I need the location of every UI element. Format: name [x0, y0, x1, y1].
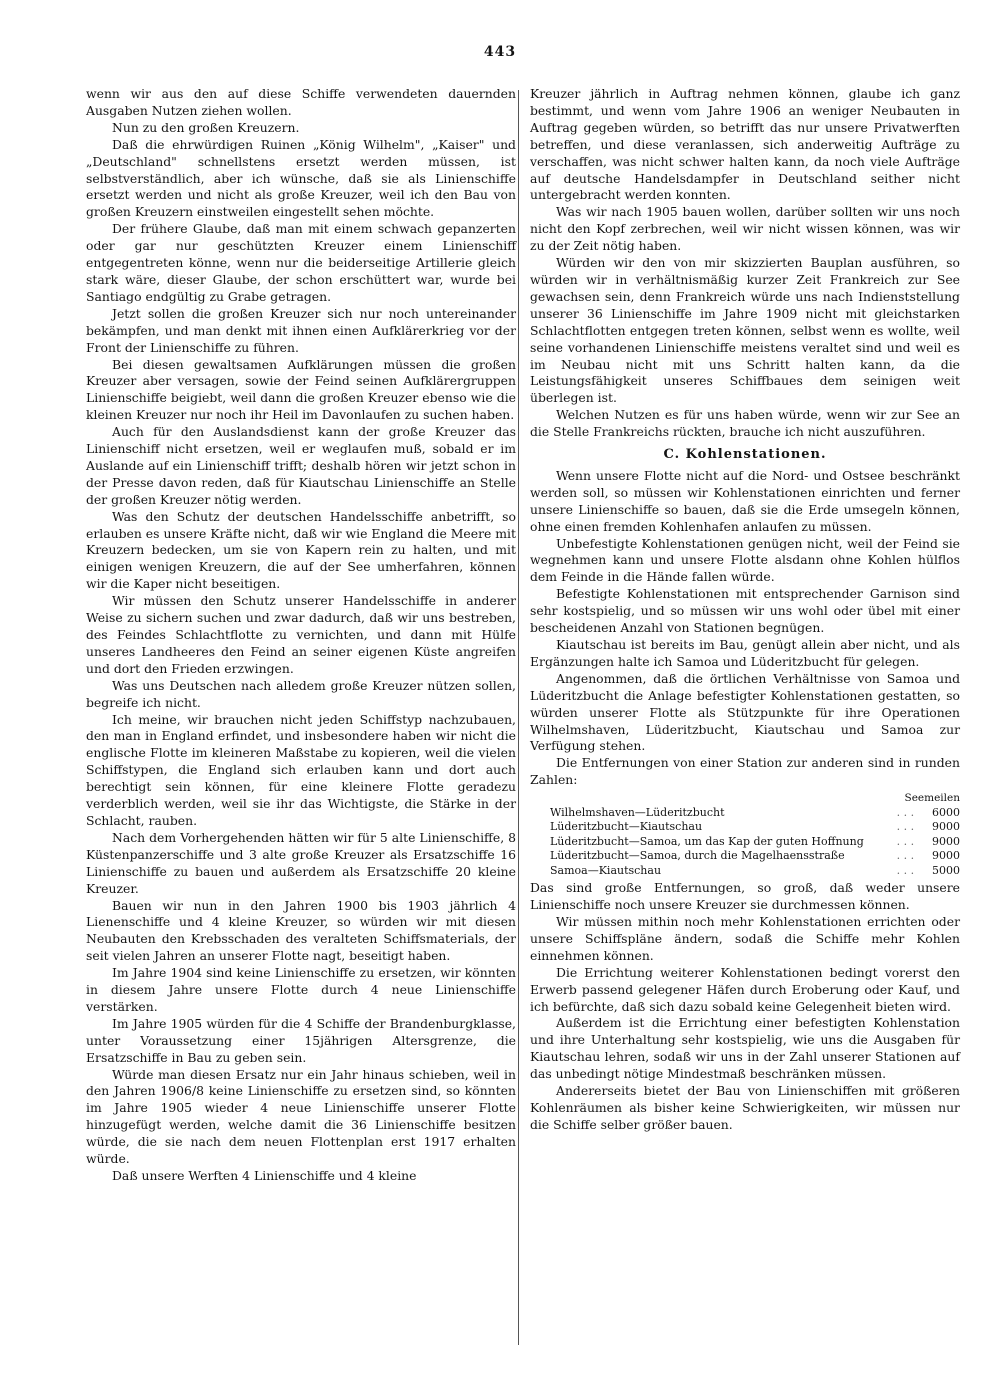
paragraph: Befestigte Kohlenstationen mit entsprechender Garnison sind sehr kostspielig, und so müssen wir uns wohl oder übel mit einer bescheidenen Anzahl von Stationen begnügen. [530, 586, 960, 636]
right-column-top [530, 86, 960, 441]
leader-dots: . . . [896, 849, 915, 863]
distance-miles: 9000 [932, 849, 960, 863]
paragraph: Wenn unsere Flotte nicht auf die Nord- und Ostsee beschränkt werden soll, so müssen wir Kohlenstationen einrichten und ferner unsere Linienschiffe so bauen, daß sie die Erde umsegeln können, ohne einen fremden Kohlenhafen anlaufen zu müssen. [530, 467, 960, 534]
paragraph: Unbefestigte Kohlenstationen genügen nicht, weil der Feind sie wegnehmen kann und unsere Flotte alsdann ohne Kohlen hülflos dem Feinde in die Hände fallen würde. [530, 535, 960, 585]
distance-route: Samoa—Kiautschau [550, 863, 662, 877]
distance-miles: 9000 [932, 834, 960, 848]
distance-miles: 6000 [932, 805, 960, 819]
paragraph: Auch für den Auslandsdienst kann der große Kreuzer das Linienschiff nicht ersetzen, weil er weglaufen muß, sobald er im Auslande auf ein Linienschiff trifft; deshalb hören wir jetzt schon in der Presse davon reden, daß für Kiautschau Linienschiffe an Stelle der großen Kreuzer nötig werden. [86, 424, 516, 507]
paragraph: Die Errichtung weiterer Kohlenstationen bedingt vorerst den Erwerb passend gelegener Häfen durch Eroberung oder Kauf, und ich befürchte, daß sich dazu sobald keine Gelegenheit bieten wird. [530, 964, 960, 1014]
paragraph: Nun zu den großen Kreuzern. [112, 119, 300, 135]
distance-route: Wilhelmshaven—Lüderitzbucht [550, 805, 725, 819]
paragraph: Was den Schutz der deutschen Handelsschiffe anbetrifft, so erlauben es unsere Kräfte nicht, daß wir wie England die Meere mit Kreuzern bedecken, um sie von Kapern rein zu halten, und mit einigen wenigen Kreuzern, die auf der See umherfahren, können wir die Kaper nicht beseitigen. [86, 508, 516, 592]
distance-row [550, 835, 960, 850]
distance-table [550, 791, 960, 878]
paragraph: Bei diesen gewaltsamen Aufklärungen müssen die großen Kreuzer aber versagen, sowie der Feind seinen Aufklärergruppen Linienschiffe beigiebt, weil dann die großen Kreuzer ebenso wie die kleinen Kreuzer nur noch ihr Heil im Davonlaufen zu suchen haben. [86, 356, 516, 423]
distance-unit-header: Seemeilen [904, 792, 960, 805]
distance-table-header [550, 791, 960, 806]
leader-dots: . . . [896, 820, 915, 834]
distance-route: Lüderitzbucht—Samoa, durch die Magelhaensstraße [550, 849, 845, 863]
distance-row [550, 849, 960, 864]
paragraph: Im Jahre 1905 würden für die 4 Schiffe der Brandenburgklasse, unter Voraussetzung einer 15jährigen Altersgrenze, die Ersatzschiffe in Bau zu geben sein. [86, 1015, 516, 1065]
section-heading: C. Kohlenstationen. [663, 447, 827, 463]
paragraph: Andererseits bietet der Bau von Linienschiffen mit größeren Kohlenräumen als bisher keine Schwierigkeiten, wir müssen nur die Schiffe selber größer bauen. [530, 1083, 960, 1132]
distance-row [550, 820, 960, 835]
leader-dots: . . . [896, 805, 915, 819]
distance-rows [550, 806, 960, 879]
right-column-bottom [530, 880, 960, 1134]
paragraph: Außerdem ist die Errichtung einer befestigten Kohlenstation und ihre Unterhaltung sehr kostspielig, wie uns die Ausgaben für Kiautschau lehren, sodaß wir uns in der Zahl unserer Stationen auf das unbedingt nötige Mindestmaß beschränken müssen. [530, 1015, 960, 1082]
paragraph: Nach dem Vorhergehenden hätten wir für 5 alte Linienschiffe, 8 Küstenpanzerschiffe und 3 alte große Kreuzer als Ersatzschiffe 16 Linienschiffe zu bauen und außerdem als Ersatzschiffe 20 kleine Kreuzer. [86, 829, 516, 896]
paragraph: Im Jahre 1904 sind keine Linienschiffe zu ersetzen, wir könnten in diesem Jahre unsere Flotte durch 4 neue Linienschiffe verstärken. [86, 965, 516, 1014]
paragraph: Bauen wir nun in den Jahren 1900 bis 1903 jährlich 4 Lienenschiffe und 4 kleine Kreuzer, so würden wir mit diesen Neubauten den Krebsschaden des veralteten Schiffsmaterials, der seit vielen Jahren an unserer Flotte nagt, beseitigt haben. [86, 897, 516, 964]
paragraph: Kreuzer jährlich in Auftrag nehmen können, glaube ich ganz bestimmt, und wenn vom Jahre 1906 an weniger Neubauten in Auftrag gegeben würden, so betrifft das nur unsere Privatwerften betreffen, und diese veranlassen, sich anderweitig Aufträge zu verschaffen, was nicht schwer halten kann, da noch viele Aufträge auf deutsche Handelsdampfer in Deutschland seither nicht untergebracht werden konnten. [530, 86, 960, 203]
right-column [530, 86, 960, 1134]
paragraph: Welchen Nutzen es für uns haben würde, wenn wir zur See an die Stelle Frankreichs rückten, brauche ich nicht auszuführen. [530, 407, 960, 440]
distance-miles: 5000 [932, 863, 960, 877]
paragraph: Würden wir den von mir skizzierten Bauplan ausführen, so würden wir in verhältnismäßig kurzer Zeit Frankreich zur See gewachsen sein, denn Frankreich würde uns nach Indienststellung unserer 36 Linienschiffe im Jahre 1909 nicht mit gleichstarken Schlachtflotten entgegen treten können, selbst wenn es wollte, weil seine vorhandenen Linienschiffe meistens veraltet sind und weil es im Neubau nicht mit uns Schritt halten kann, da die Leistungsfähigkeit unseres Schiffbaues dem seinigen weit überlegen ist. [530, 255, 960, 406]
paragraph: Was uns Deutschen nach alledem große Kreuzer nützen sollen, begreife ich nicht. [86, 677, 516, 710]
right-column-mid [530, 468, 960, 789]
paragraph: Daß unsere Werften 4 Linienschiffe und 4 kleine [112, 1168, 417, 1183]
leader-dots: . . . [896, 863, 915, 877]
paragraph: Der frühere Glaube, daß man mit einem schwach gepanzerten oder gar nur geschützten Kreuzer einem Linienschiff entgegentreten könne, wenn nur die beiderseitige Artillerie gleich stark wäre, dieser Glaube, der schon erschüttert war, wurde bei Santiago endgültig zu Grabe getragen. [86, 221, 516, 304]
paragraph: Daß die ehrwürdigen Ruinen „König Wilhelm", „Kaiser" und „Deutschland" schnellstens ersetzt werden müssen, ist selbstverständlich, aber ich wünsche, daß sie als Linienschiffe ersetzt werden und nicht als große Kreuzer, weil ich den Bau von großen Kreuzern einstweilen eingestellt sehen möchte. [86, 136, 516, 220]
left-column [86, 86, 516, 1185]
page-number: 443 [483, 44, 517, 60]
paragraph: Was wir nach 1905 bauen wollen, darüber sollten wir uns noch nicht den Kopf zerbrechen, weil wir nicht wissen können, was wir zu der Zeit nötig haben. [530, 204, 960, 254]
distance-miles: 9000 [932, 820, 960, 834]
paragraph: Jetzt sollen die großen Kreuzer sich nur noch untereinander bekämpfen, und man denkt mit ihnen einen Aufklärerkrieg vor der Front der Linienschiffe zu führen. [86, 305, 516, 355]
distance-route: Lüderitzbucht—Kiautschau [550, 820, 703, 834]
paragraph: Das sind große Entfernungen, so groß, daß weder unsere Linienschiffe noch unsere Kreuzer sie durchmessen können. [530, 880, 960, 913]
paragraph: Ich meine, wir brauchen nicht jeden Schiffstyp nachzubauen, den man in England erfindet, und insbesondere haben wir nicht die englische Flotte im kleineren Maßstabe zu kopieren, weil die vielen Schiffstypen, die England sich erlauben kann und dort auch berechtigt sein können, für eine kleinere Flotte geradezu verderblich werden, weil sie ihr das Wichtigste, die Stärke in der Schlacht, rauben. [86, 711, 516, 828]
distance-row [550, 864, 960, 879]
paragraph: Kiautschau ist bereits im Bau, genügt allein aber nicht, und als Ergänzungen halte ich Samoa und Lüderitzbucht für gelegen. [530, 637, 960, 669]
column-divider [518, 90, 519, 1345]
leader-dots: . . . [896, 834, 915, 848]
paragraph: Würde man diesen Ersatz nur ein Jahr hinaus schieben, weil in den Jahren 1906/8 keine Linienschiffe zu ersetzen sind, so könnten im Jahre 1905 wieder 4 neue Linienschiffe unserer Flotte hinzugefügt werden, welche damit die 36 Linienschiffe besitzen würde, die sie nach dem neuen Flottenplan erst 1917 erhalten würde. [86, 1066, 516, 1167]
paragraph: Wir müssen mithin noch mehr Kohlenstationen errichten oder unsere Schiffspläne ändern, sodaß die Schiffe mehr Kohlen einnehmen können. [530, 913, 960, 963]
distance-route: Lüderitzbucht—Samoa, um das Kap der guten Hoffnung [550, 834, 864, 848]
paragraph: Die Entfernungen von einer Station zur anderen sind in runden Zahlen: [530, 755, 960, 788]
distance-row [550, 806, 960, 821]
paragraph: Angenommen, daß die örtlichen Verhältnisse von Samoa und Lüderitzbucht die Anlage befestigter Kohlenstationen gestatten, so würden unserer Flotte als Stützpunkte für ihre Operationen Wilhelmshaven, Lüderitzbucht, Kiautschau und Samoa zur Verfügung stehen. [530, 670, 960, 754]
paragraph: wenn wir aus den auf diese Schiffe verwendeten dauernden Ausgaben Nutzen ziehen wollen. [86, 86, 516, 118]
paragraph: Wir müssen den Schutz unserer Handelsschiffe in anderer Weise zu sichern suchen und zwar dadurch, daß wir uns bestreben, des Feindes Schlachtflotte zu vernichten, und dann mit Hülfe unseres Landheeres den Feind an seiner eigenen Küste angreifen und dort den Frieden erzwingen. [86, 593, 516, 676]
